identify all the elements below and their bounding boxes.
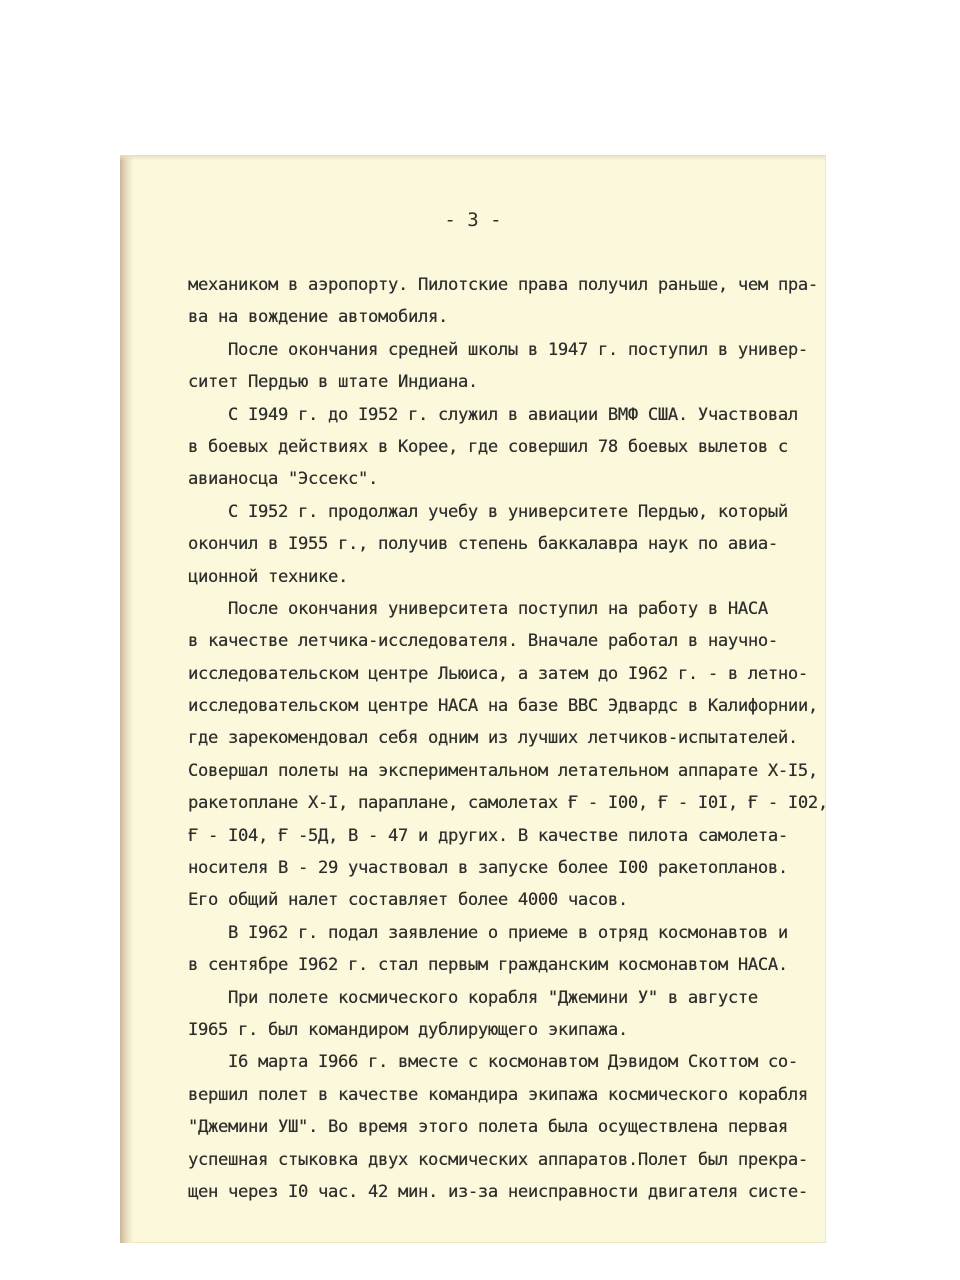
text-line: исследовательском центре Льюиса, а затем до I962 г. - в летно- xyxy=(188,663,808,684)
text-line: в качестве летчика-исследователя. Вначале работал в научно- xyxy=(188,631,778,652)
text-line: окончил в I955 г., получив степень баккалавра наук по авиа- xyxy=(188,534,778,555)
text-line: Совершал полеты на экспериментальном летательном аппарате Х-I5, xyxy=(188,760,818,781)
text-line: ситет Пердью в штате Индиана. xyxy=(188,372,478,393)
text-line: С I952 г. продолжал учебу в университете Пердью, который xyxy=(188,501,788,522)
text-line: носителя В - 29 участвовал в запуске более I00 ракетопланов. xyxy=(188,858,788,879)
page-top-shadow xyxy=(120,155,826,161)
text-line: ва на вождение автомобиля. xyxy=(188,307,448,328)
text-line: ционной технике. xyxy=(188,566,348,587)
text-line: После окончания средней школы в 1947 г. поступил в универ- xyxy=(188,339,808,360)
text-line: вершил полет в качестве командира экипажа космического корабля xyxy=(188,1084,808,1105)
text-line: После окончания университета поступил на работу в НАСА xyxy=(188,598,768,619)
text-line: I6 марта I966 г. вместе с космонавтом Дэвидом Скоттом со- xyxy=(188,1052,798,1073)
text-line: "Джемини УШ". Во время этого полета была осуществлена первая xyxy=(188,1117,788,1138)
text-line: Ғ - I04, Ғ -5Д, В - 47 и других. В качестве пилота самолета- xyxy=(188,825,788,846)
typewritten-body xyxy=(188,269,828,1208)
text-line: успешная стыковка двух космических аппаратов.Полет был прекра- xyxy=(188,1149,808,1170)
text-line: При полете космического корабля "Джемини У" в августе xyxy=(188,987,758,1008)
text-line: Его общий налет составляет более 4000 часов. xyxy=(188,890,628,911)
page-edge-shadow xyxy=(120,155,134,1243)
text-line: в боевых действиях в Корее, где совершил 78 боевых вылетов с xyxy=(188,436,788,457)
text-line: где зарекомендовал себя одним из лучших летчиков-испытателей. xyxy=(188,728,798,749)
text-line: исследовательском центре НАСА на базе ВВС Эдвардс в Калифорнии, xyxy=(188,696,818,717)
text-line: С I949 г. до I952 г. служил в авиации ВМФ США. Участвовал xyxy=(188,404,798,425)
text-line: В I962 г. подал заявление о приеме в отряд космонавтов и xyxy=(188,922,788,943)
text-line: I965 г. был командиром дублирующего экипажа. xyxy=(188,1019,628,1040)
text-line: щен через I0 час. 42 мин. из-за неисправности двигателя систе- xyxy=(188,1181,808,1202)
text-line: в сентябре I962 г. стал первым гражданским космонавтом НАСА. xyxy=(188,955,788,976)
document-page xyxy=(120,155,826,1243)
page-number: - 3 - xyxy=(444,209,502,231)
text-line: ракетоплане Х-I, параплане, самолетах Ғ - I00, Ғ - I0I, Ғ - I02, xyxy=(188,793,828,814)
text-line: механиком в аэропорту. Пилотские права получил раньше, чем пра- xyxy=(188,275,818,295)
text-line: авианосца "Эссекс". xyxy=(188,469,378,490)
